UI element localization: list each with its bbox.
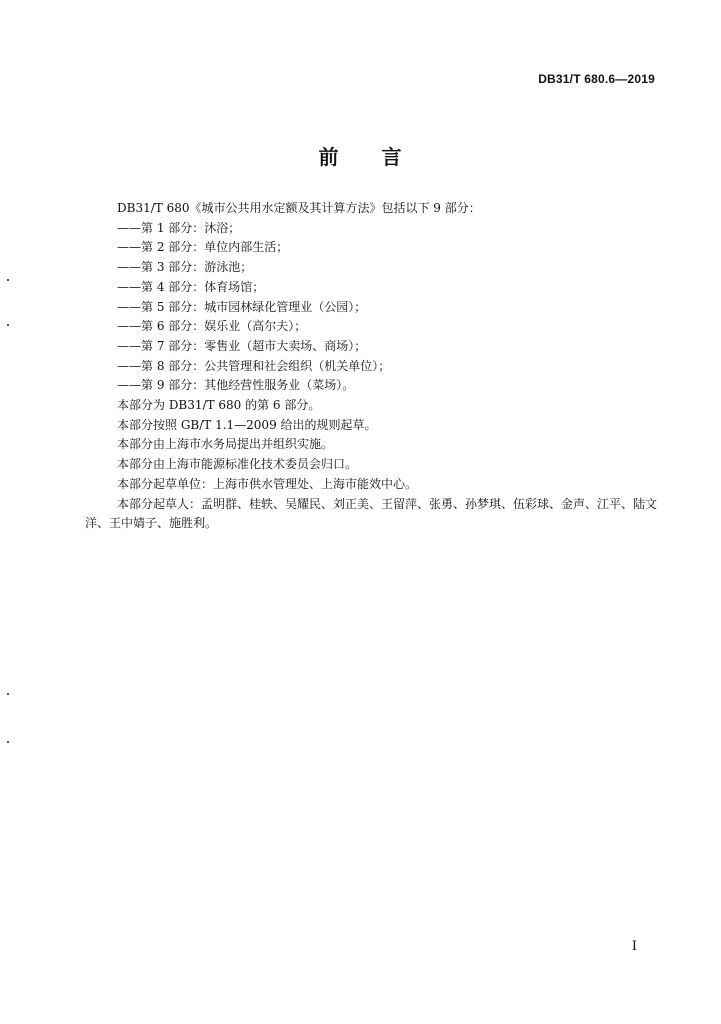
list-item-part-8: ——第 8 部分：公共管理和社会组织（机关单位）； — [117, 358, 391, 373]
list-item-part-4: ——第 4 部分：体育场馆； — [117, 279, 265, 294]
foreword-body — [85, 199, 670, 534]
margin-mark — [7, 324, 9, 326]
margin-mark — [7, 741, 9, 743]
margin-mark — [7, 693, 9, 695]
paragraph-proposer: 本部分由上海市水务局提出并组织实施。 — [117, 437, 334, 452]
list-item-part-1: ——第 1 部分：沐浴； — [117, 220, 241, 235]
page-title: 前 言 — [318, 145, 403, 169]
paragraph-drafting-rules: 本部分按照 GB/T 1.1—2009 给出的规则起草。 — [117, 417, 377, 432]
document-code: DB31/T 680.6—2019 — [538, 72, 655, 86]
list-item-part-2: ——第 2 部分：单位内部生活； — [117, 240, 289, 255]
paragraph-part-statement: 本部分为 DB31/T 680 的第 6 部分。 — [117, 398, 321, 413]
paragraph-drafters: 本部分起草人：孟明群、桂轶、吴耀民、刘正美、王留萍、张勇、孙梦琪、伍彩球、金声、江平、陆文洋、王中婧子、施胜利。 — [85, 496, 658, 531]
paragraph-intro: DB31/T 680《城市公共用水定额及其计算方法》包括以下 9 部分： — [117, 201, 481, 215]
list-item-part-9: ——第 9 部分：其他经营性服务业（菜场）。 — [117, 378, 355, 393]
paragraph-drafting-organizations: 本部分起草单位：上海市供水管理处、上海市能效中心。 — [117, 476, 418, 491]
list-item-part-3: ——第 3 部分：游泳池； — [117, 260, 253, 275]
list-item-part-6: ——第 6 部分：娱乐业（高尔夫）； — [117, 319, 307, 334]
page-number: I — [631, 939, 637, 954]
list-item-part-5: ——第 5 部分：城市园林绿化管理业（公园）； — [117, 299, 367, 314]
margin-mark — [7, 279, 9, 281]
paragraph-centralized-unit: 本部分由上海市能源标准化技术委员会归口。 — [117, 457, 358, 472]
list-item-part-7: ——第 7 部分：零售业（超市大卖场、商场）； — [117, 338, 367, 353]
